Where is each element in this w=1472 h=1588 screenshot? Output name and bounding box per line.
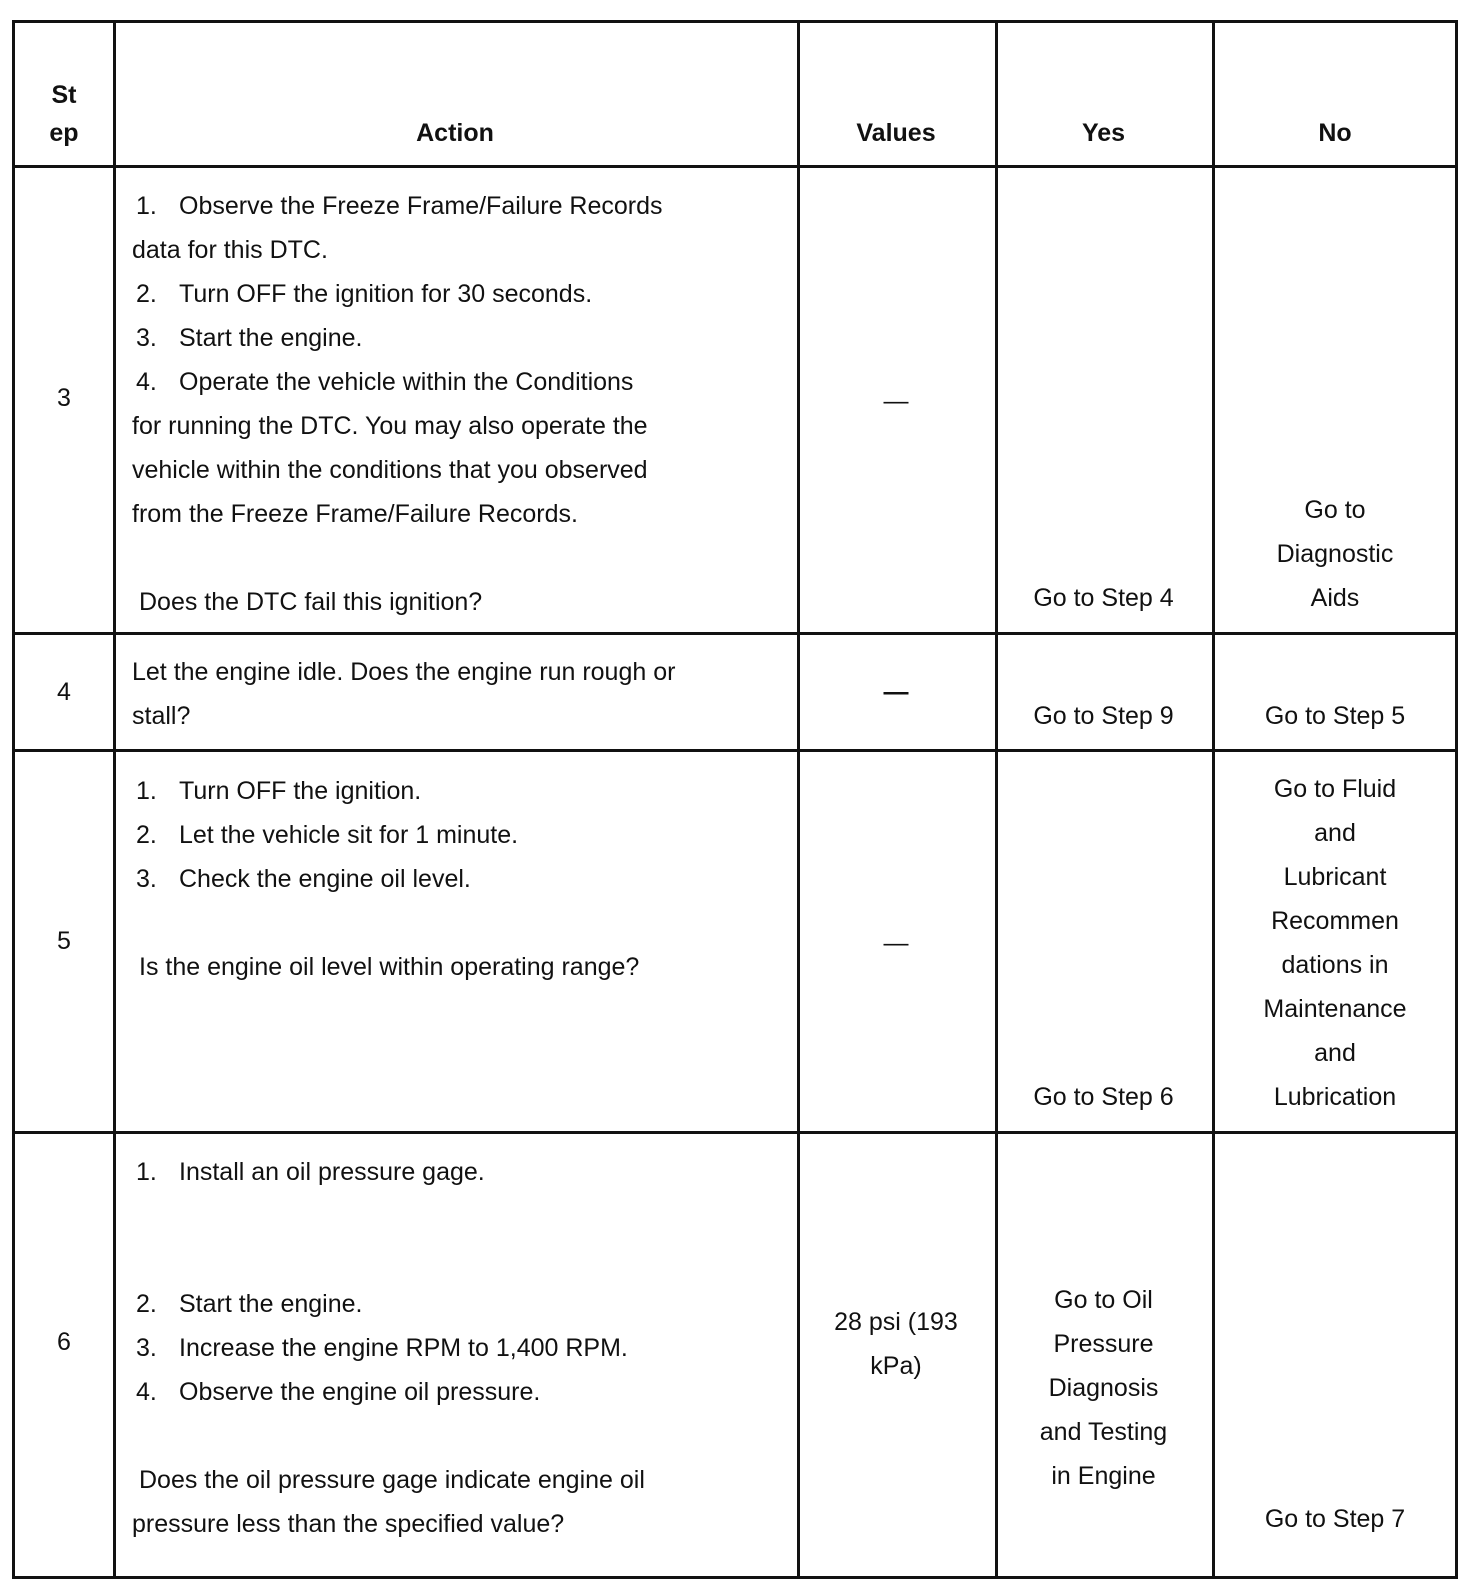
- yes-cell: [995, 1278, 1212, 1498]
- action-item: [132, 1282, 645, 1326]
- action-cell: [132, 650, 675, 738]
- no-cell: [1212, 767, 1458, 1119]
- values-cell: —: [883, 678, 909, 706]
- no-line: Aids: [1310, 584, 1360, 612]
- no-line: Diagnostic: [1276, 540, 1394, 568]
- yes-cell: Go to Step 6: [1033, 1083, 1174, 1111]
- column-divider: [113, 23, 116, 1576]
- yes-line: Go to Oil: [1054, 1286, 1153, 1314]
- item-text: Increase the engine RPM to 1,400 RPM.: [179, 1334, 628, 1362]
- item-text: Turn OFF the ignition for 30 seconds.: [179, 280, 593, 308]
- item-text: Operate the vehicle within the Conditions: [179, 368, 634, 396]
- no-cell: Go to Step 5: [1264, 702, 1406, 730]
- header-action: Action: [416, 119, 494, 147]
- yes-line: and Testing: [1039, 1418, 1168, 1446]
- item-number: 3.: [136, 865, 157, 893]
- action-text-line: data for this DTC.: [132, 236, 328, 264]
- action-text-line: pressure less than the specified value?: [132, 1510, 565, 1538]
- action-item: [132, 813, 639, 857]
- action-text-line: vehicle within the conditions that you observed: [132, 456, 648, 484]
- spacer: [132, 901, 639, 945]
- values-cell: [797, 1300, 995, 1388]
- action-item: [132, 1150, 645, 1194]
- item-number: 2.: [136, 1290, 157, 1318]
- action-text-line: from the Freeze Frame/Failure Records.: [132, 500, 578, 528]
- action-text-line: for running the DTC. You may also operate the: [132, 412, 648, 440]
- values-cell: —: [883, 929, 909, 957]
- action-question: Does the oil pressure gage indicate engine oil: [139, 1466, 645, 1494]
- header-step-line2: ep: [49, 119, 79, 147]
- no-line: Maintenance: [1263, 995, 1407, 1023]
- action-text-line: Let the engine idle. Does the engine run rough or: [132, 658, 676, 686]
- action-cell: [132, 184, 663, 624]
- no-line: Go to: [1304, 496, 1366, 524]
- no-cell: [1212, 488, 1458, 620]
- step-number: 6: [57, 1328, 71, 1356]
- item-number: 1.: [136, 1158, 157, 1186]
- action-question: Is the engine oil level within operating range?: [139, 953, 640, 981]
- values-cell: —: [883, 387, 909, 415]
- item-number: 4.: [136, 1378, 157, 1406]
- yes-line: Diagnosis: [1048, 1374, 1159, 1402]
- values-line: kPa): [870, 1352, 922, 1380]
- item-number: 3.: [136, 1334, 157, 1362]
- row-divider: [15, 749, 1455, 752]
- action-cell: [132, 1150, 645, 1546]
- item-text: Observe the Freeze Frame/Failure Records: [179, 192, 663, 220]
- no-line: Recommen: [1271, 907, 1399, 935]
- item-text: Start the engine.: [179, 324, 363, 352]
- no-line: Go to Fluid: [1273, 775, 1397, 803]
- values-line: 28 psi (193: [834, 1308, 958, 1336]
- step-number: 3: [57, 384, 71, 412]
- row-divider: [15, 1131, 1455, 1134]
- no-line: dations in: [1281, 951, 1389, 979]
- action-item: [132, 857, 639, 901]
- row-divider: [15, 165, 1455, 168]
- item-number: 2.: [136, 821, 157, 849]
- header-step-line1: St: [51, 81, 77, 109]
- item-number: 1.: [136, 192, 157, 220]
- item-text: Let the vehicle sit for 1 minute.: [179, 821, 519, 849]
- action-item: [132, 1370, 645, 1414]
- action-item: [132, 360, 663, 404]
- yes-line: Pressure: [1053, 1330, 1154, 1358]
- yes-cell: Go to Step 4: [1033, 584, 1174, 612]
- header-step: [15, 76, 113, 152]
- action-text-line: stall?: [132, 702, 191, 730]
- spacer: [132, 536, 663, 580]
- item-number: 2.: [136, 280, 157, 308]
- action-item: [132, 184, 663, 228]
- item-text: Turn OFF the ignition.: [179, 777, 422, 805]
- action-item: [132, 769, 639, 813]
- yes-line: in Engine: [1051, 1462, 1156, 1490]
- item-number: 1.: [136, 777, 157, 805]
- header-no: No: [1318, 119, 1352, 147]
- action-item: [132, 316, 663, 360]
- row-divider: [15, 632, 1455, 635]
- no-line: and: [1314, 1039, 1356, 1067]
- item-text: Start the engine.: [179, 1290, 363, 1318]
- step-number: 5: [57, 927, 71, 955]
- action-item: [132, 272, 663, 316]
- header-values: Values: [856, 119, 936, 147]
- no-cell: Go to Step 7: [1264, 1505, 1406, 1533]
- yes-cell: Go to Step 9: [1033, 702, 1174, 730]
- no-line: Lubrication: [1273, 1083, 1397, 1111]
- item-number: 3.: [136, 324, 157, 352]
- no-line: and: [1314, 819, 1356, 847]
- action-cell: [132, 769, 639, 989]
- spacer: [132, 1414, 645, 1458]
- action-item: [132, 1326, 645, 1370]
- no-line: Lubricant: [1283, 863, 1387, 891]
- item-number: 4.: [136, 368, 157, 396]
- header-yes: Yes: [1081, 119, 1126, 147]
- item-text: Install an oil pressure gage.: [179, 1158, 485, 1186]
- step-number: 4: [57, 678, 71, 706]
- spacer: [132, 1194, 645, 1282]
- diagnostic-table: [12, 20, 1458, 1579]
- item-text: Observe the engine oil pressure.: [179, 1378, 541, 1406]
- action-question: Does the DTC fail this ignition?: [139, 588, 483, 616]
- item-text: Check the engine oil level.: [179, 865, 471, 893]
